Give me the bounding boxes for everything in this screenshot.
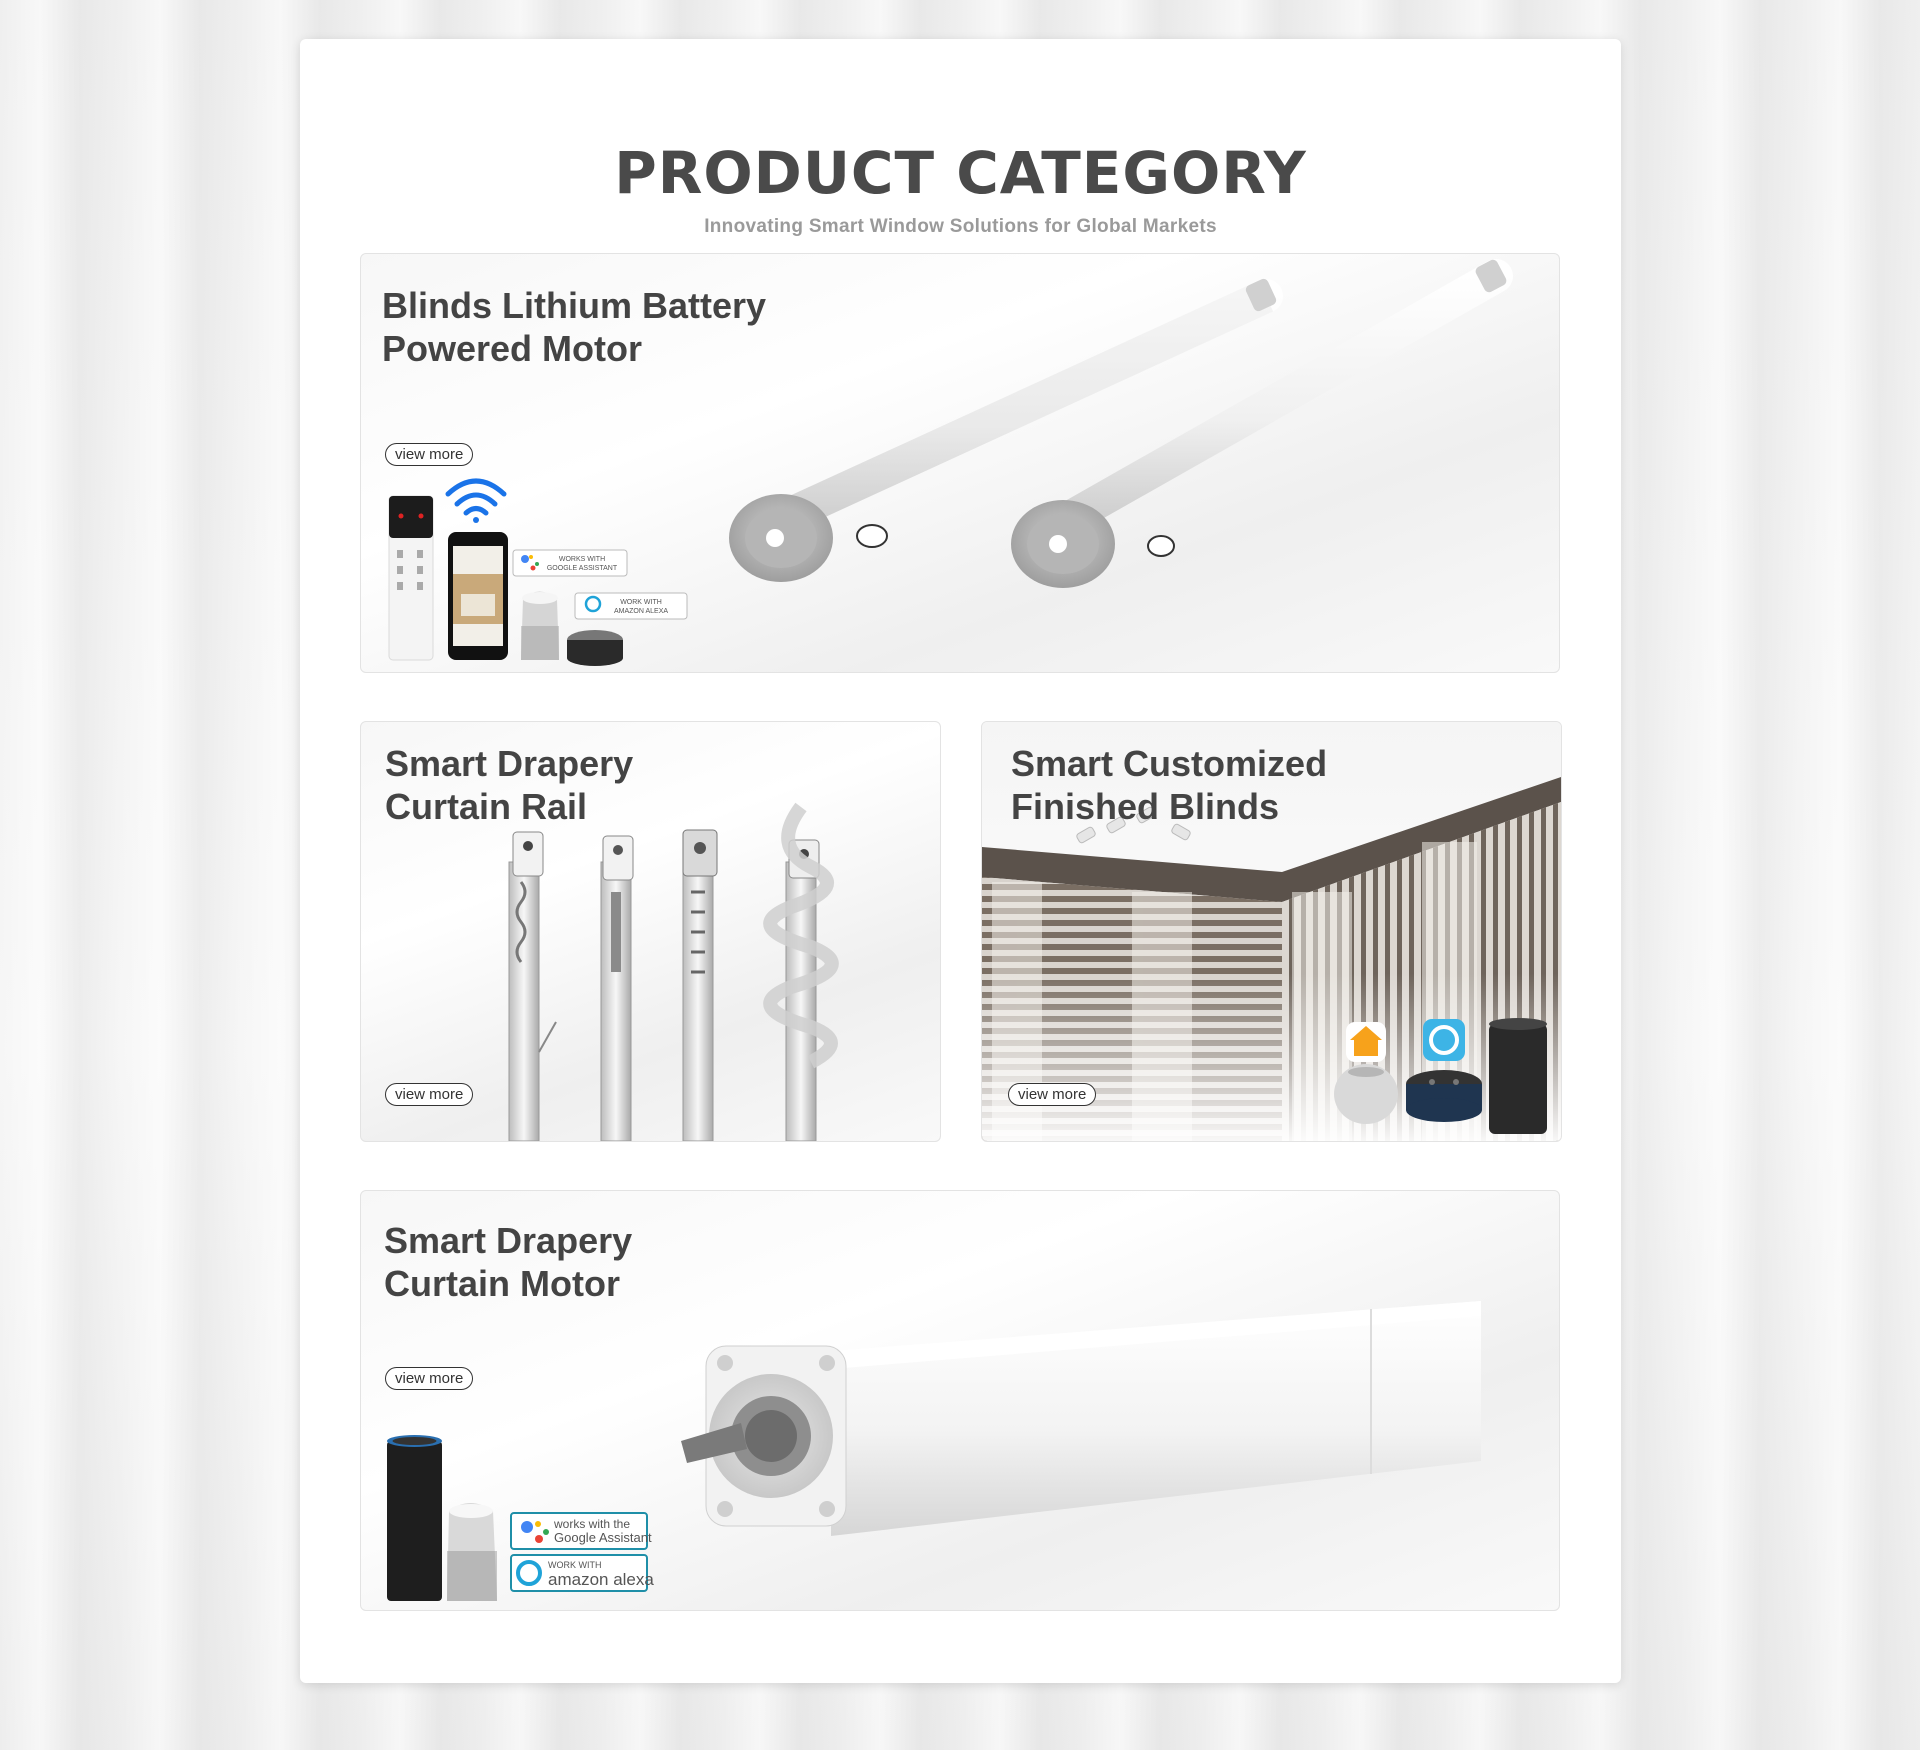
view-more-button[interactable]: view more (1008, 1083, 1096, 1106)
view-more-button[interactable]: view more (385, 443, 473, 466)
remote-control (389, 496, 433, 660)
rail-track-3 (683, 830, 717, 1141)
card-title: Blinds Lithium Battery Powered Motor (382, 285, 767, 369)
page-title: PRODUCT CATEGORY (614, 139, 1307, 207)
page-subtitle: Innovating Smart Window Solutions for Global Markets (704, 216, 1217, 237)
rail-track-1 (509, 832, 556, 1141)
amazon-echo-speaker (387, 1435, 442, 1601)
card-title: Smart Drapery Curtain Rail (385, 743, 634, 827)
svg-text:WORK WITH: WORK WITH (548, 1560, 602, 1570)
svg-text:GOOGLE ASSISTANT: GOOGLE ASSISTANT (546, 565, 618, 572)
amazon-alexa-badge (575, 593, 687, 619)
wifi-icon (448, 481, 504, 523)
google-home-speaker (521, 592, 559, 661)
card-title: Smart Drapery Curtain Motor (384, 1220, 633, 1304)
google-home-speaker (447, 1503, 497, 1601)
echo-dot-speaker (1406, 1070, 1482, 1122)
google-assistant-badge (511, 1513, 652, 1549)
card-title: Smart Customized Finished Blinds (1011, 743, 1328, 827)
alexa-app-icon (1423, 1019, 1465, 1061)
rail-track-4-ribbon (770, 807, 832, 1141)
view-more-button[interactable]: view more (385, 1367, 473, 1390)
category-card-curtain-rail[interactable] (360, 721, 941, 1142)
product-category-panel (300, 39, 1621, 1683)
svg-text:WORKS WITH: WORKS WITH (558, 556, 606, 563)
homepod-mini-speaker (1334, 1064, 1398, 1124)
category-card-finished-blinds[interactable] (981, 721, 1562, 1142)
amazon-alexa-badge (511, 1555, 654, 1591)
echo-dot-speaker (567, 630, 623, 666)
smartphone (448, 532, 508, 660)
curtain-motor-body (681, 1301, 1481, 1536)
category-card-curtain-motor[interactable] (360, 1190, 1560, 1611)
home-app-icon (1346, 1022, 1386, 1062)
google-assistant-badge (513, 550, 627, 576)
svg-text:works with the: works with the (554, 1517, 631, 1531)
svg-text:Google Assistant: Google Assistant (554, 1530, 652, 1545)
svg-text:AMAZON ALEXA: AMAZON ALEXA (613, 608, 669, 615)
category-card-battery-motor[interactable] (360, 253, 1560, 673)
view-more-button[interactable]: view more (385, 1083, 473, 1106)
svg-text:amazon alexa: amazon alexa (548, 1570, 654, 1589)
svg-text:WORK WITH: WORK WITH (620, 599, 662, 606)
rail-track-2 (601, 836, 633, 1141)
echo-speaker (1489, 1018, 1547, 1134)
